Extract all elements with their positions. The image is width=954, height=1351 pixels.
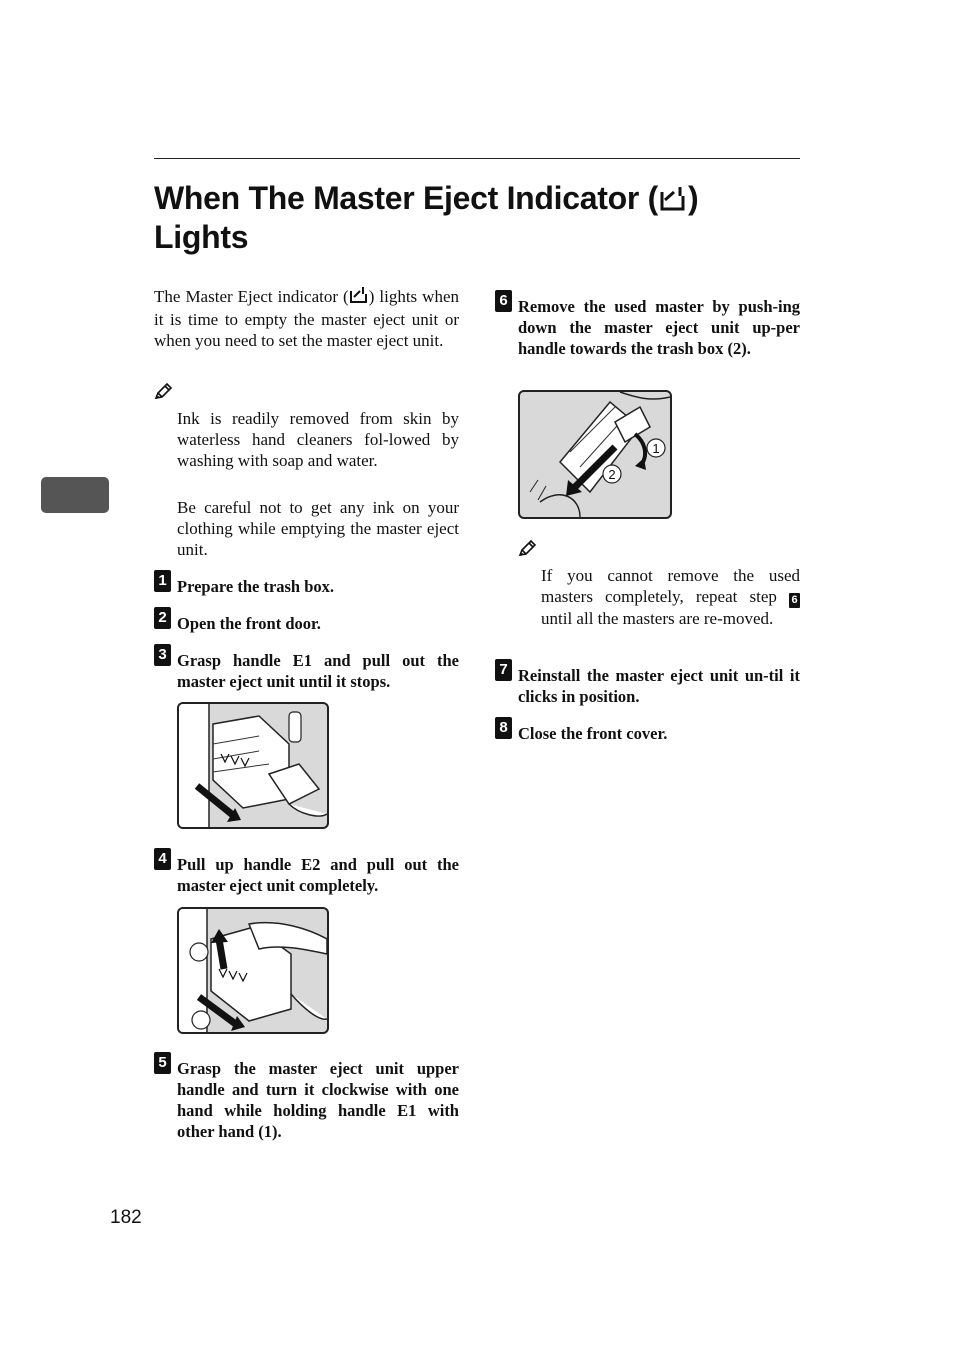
step-number: 4 — [154, 848, 171, 870]
step-number: 3 — [154, 644, 171, 666]
page-number: 182 — [110, 1207, 142, 1228]
illustration-pull-out-unit — [177, 702, 329, 829]
step-reference: 6 — [789, 593, 800, 608]
intro-paragraph — [154, 286, 459, 351]
title-text-line2: Lights — [154, 218, 249, 255]
step-number: 7 — [495, 659, 512, 681]
pencil-note-icon — [518, 540, 538, 563]
step-text: Grasp the master eject unit upper handle and turn it clockwise with one hand while holding handle E1 with other hand (1). — [177, 1059, 459, 1141]
step-text: Remove the used master by push-ing down the master eject unit up-per handle towards the trash box (2). — [518, 297, 800, 358]
page-title — [154, 180, 800, 255]
step-text: Pull up handle E2 and pull out the master eject unit completely. — [177, 855, 459, 895]
master-eject-indicator-icon — [349, 286, 369, 309]
note-text-part2: until all the masters are re-moved. — [541, 609, 774, 628]
step-text: Prepare the trash box. — [177, 577, 335, 596]
intro-text-part2: ) lights when it is time to empty the master eject unit or when you need to set the master eject unit. — [154, 287, 459, 350]
step-text: Grasp handle E1 and pull out the master eject unit until it stops. — [177, 651, 459, 691]
title-text-part1: When The Master Eject Indicator ( — [154, 180, 658, 216]
master-eject-indicator-icon — [658, 183, 688, 219]
header-rule — [154, 158, 800, 159]
step-text: Close the front cover. — [518, 724, 668, 743]
step-text: Reinstall the master eject unit un-til it clicks in position. — [518, 666, 800, 706]
note-item: Ink is readily removed from skin by waterless hand cleaners fol-lowed by washing with soap and water. — [177, 409, 459, 470]
step-number: 2 — [154, 607, 171, 629]
step-number: 5 — [154, 1052, 171, 1074]
callout-number: 2 — [608, 467, 616, 482]
pencil-note-icon — [154, 383, 174, 406]
illustration-pull-up-handle — [177, 907, 329, 1034]
title-text-part2: ) — [687, 180, 699, 216]
note-item — [541, 565, 800, 629]
note-text-part1: If you cannot remove the used masters completely, repeat step — [541, 566, 800, 606]
step-text: Open the front door. — [177, 614, 321, 633]
callout-number: 1 — [652, 441, 660, 456]
step-number: 8 — [495, 717, 512, 739]
illustration-remove-master — [518, 390, 672, 519]
intro-text-part1: The Master Eject indicator ( — [154, 287, 349, 306]
step-number: 6 — [495, 290, 512, 312]
chapter-tab — [41, 477, 109, 513]
note-item: Be careful not to get any ink on your clothing while emptying the master eject unit. — [177, 498, 459, 559]
step-number: 1 — [154, 570, 171, 592]
